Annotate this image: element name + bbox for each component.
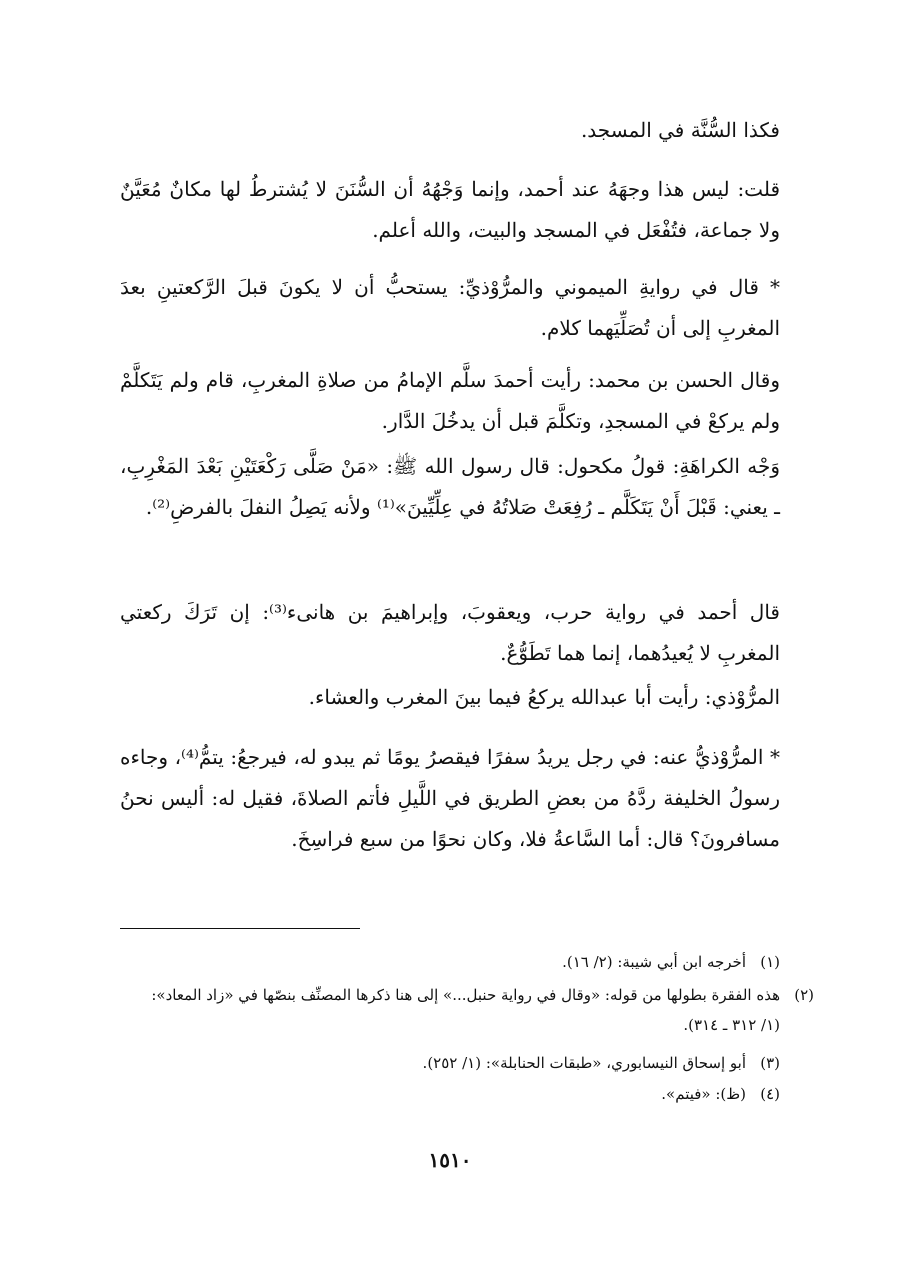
footnote-number: (٣) — [760, 1054, 780, 1072]
footnote-1 — [100, 947, 780, 977]
footnote-number: (٤) — [760, 1085, 780, 1103]
footnote-text: هذه الفقرة بطولها من قوله: «وقال في رواية حنبل...» إلى هنا ذكرها المصنِّف بنصّها في «زاد المعاد»: (١/ ٣١٢ ـ ٣١٤). — [151, 986, 780, 1034]
paragraph-8: * المرُّوْذيُّ عنه: في رجل يريدُ سفرًا فيقصرُ يومًا ثم يبدو له، فيرجعُ: يتمُّ⁽⁴⁾، وجاءه رسولُ الخليفة ردَّهُ من بعضِ الطريق في اللَّيلِ فأتم الصلاةَ، فقيل له: أليس نحنُ مسافرونَ؟ قال: أما السَّاعةُ فلا، وكان نحوًا من سبع فراسِخَ. — [120, 745, 780, 851]
paragraph-2: قلت: ليس هذا وجهَهُ عند أحمد، وإنما وَجْهُهُ أن السُّنَنَ لا يُشترطُ لها مكانٌ مُعَيَّنٌ ولا جماعة، فتُفْعَل في المسجد والبيت، والله أعلم. — [120, 177, 780, 242]
footnote-number: (١) — [760, 953, 780, 971]
footnote-number: (٢) — [794, 986, 814, 1004]
footnote-3 — [100, 1048, 780, 1078]
paragraph-6: قال أحمد في رواية حرب، ويعقوبَ، وإبراهيمَ بن هانىء⁽³⁾: إن تَرَكَ ركعتي المغربِ لا يُعيدُهما، إنما هما تَطَوُّعٌ. — [120, 600, 780, 665]
paragraph-1: فكذا السُّنَّة في المسجد. — [580, 118, 780, 142]
footnote-text: أبو إسحاق النيسابوري، «طبقات الحنابلة»: (١/ ٢٥٢). — [422, 1054, 746, 1072]
page-number: ١٥١٠ — [428, 1148, 472, 1172]
footnote-2 — [134, 980, 814, 1040]
paragraph-3: * قال في روايةِ الميموني والمرُّوْذيِّ: يستحبُّ أن لا يكونَ قبلَ الرَّكعتينِ بعدَ المغربِ إلى أن تُصَلِّيَهما كلام. — [120, 275, 780, 340]
paragraph-5: وَجْه الكراهَةِ: قولُ مكحول: قال رسول الله ﷺ: «مَنْ صَلَّى رَكْعَتَيْنِ بَعْدَ المَغْرِبِ، ـ يعني: قَبْلَ أَنْ يَتَكَلَّم ـ رُفِعَتْ صَلاتُهُ في عِلِّيِّينَ»⁽¹⁾ ولأنه يَصِلُ النفلَ بالفرضِ⁽²⁾. — [120, 454, 780, 519]
footnote-text: (ظ): «فيتم». — [661, 1085, 746, 1103]
paragraph-4: وقال الحسن بن محمد: رأيت أحمدَ سلَّم الإمامُ من صلاةِ المغربِ، قام ولم يَتَكلَّمْ ولم يركعْ في المسجدِ، وتكلَّمَ قبل أن يدخُلَ الدَّار. — [120, 368, 780, 433]
footnote-divider — [120, 928, 360, 929]
footnote-4 — [100, 1079, 780, 1109]
paragraph-7: المرُّوْذي: رأيت أبا عبدالله يركعُ فيما بينَ المغرب والعشاء. — [308, 685, 780, 709]
footnote-text: أخرجه ابن أبي شيبة: (٢/ ١٦). — [562, 953, 746, 971]
